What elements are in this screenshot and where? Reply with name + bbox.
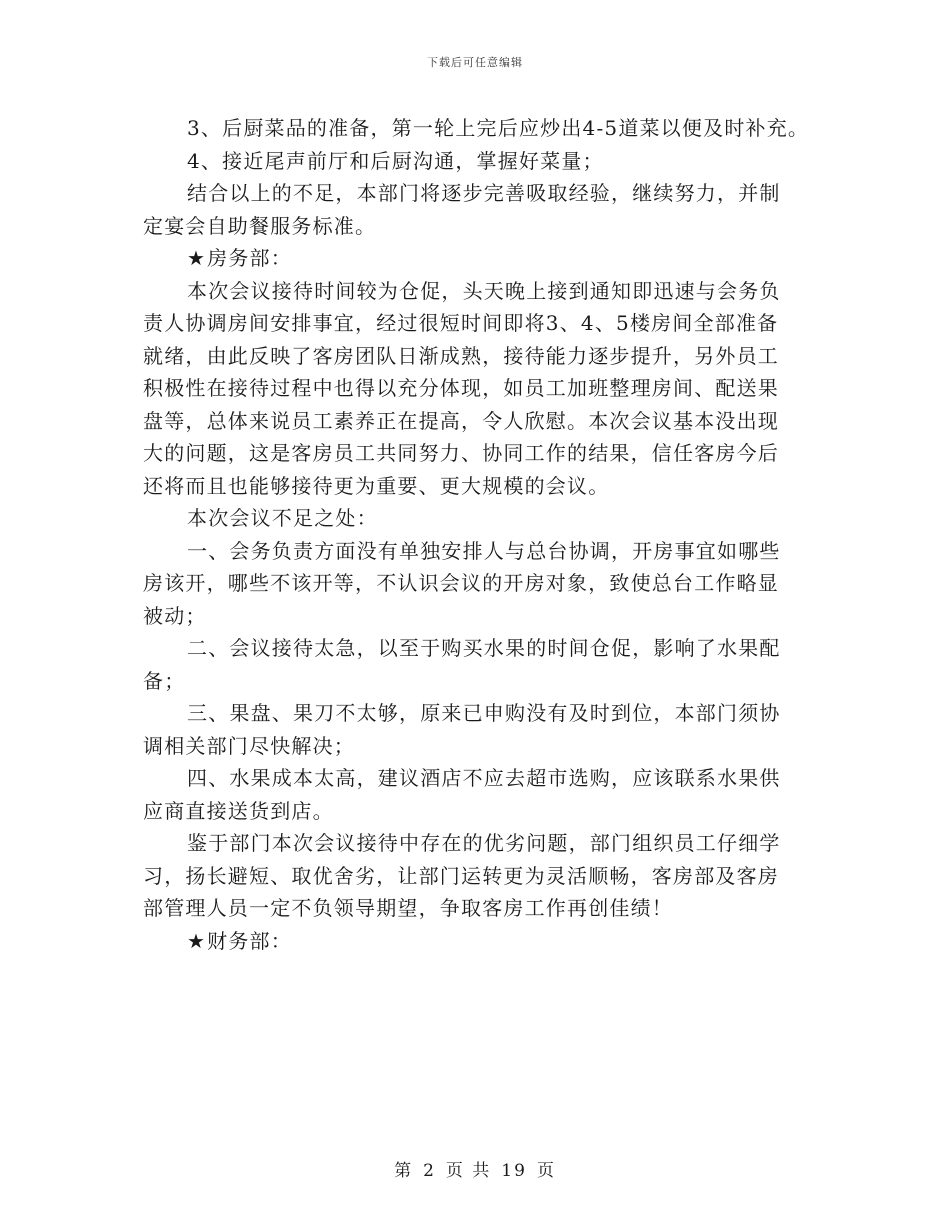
text-line [143, 372, 803, 405]
text-line [143, 795, 803, 828]
text-line [143, 762, 803, 795]
text-line [143, 340, 803, 373]
text-line [143, 925, 803, 958]
text-line-content: 本次会议不足之处： [187, 506, 378, 530]
text-line [143, 730, 803, 763]
text-line [143, 827, 803, 860]
page-label-prefix: 第 [394, 1161, 414, 1181]
document-body [143, 112, 810, 957]
text-line [143, 567, 803, 600]
text-line-content: 盘等，总体来说员工素养正在提高，令人欣慰。本次会议基本没出现 [143, 408, 779, 433]
text-line-content: 定宴会自助餐服务标准。 [143, 213, 377, 238]
text-line-content: 三、果盘、果刀不太够，原来已申购没有及时到位，本部门须协 [187, 701, 781, 725]
text-line [143, 437, 803, 470]
text-line-content: 本次会议接待时间较为仓促，头天晚上接到通知即迅速与会务负 [187, 278, 781, 303]
text-line [143, 665, 803, 698]
text-line-content: 房该开，哪些不该开等，不认识会议的开房对象，致使总台工作略显 [143, 571, 779, 595]
text-line-content: 部管理人员一定不负领导期望，争取客房工作再创佳绩！ [143, 896, 673, 920]
star-icon: ★ [187, 928, 207, 953]
page-total: 19 [501, 1161, 527, 1181]
page-current: 2 [423, 1161, 436, 1181]
text-line-content: 一、会务负责方面没有单独安排人与总台协调，开房事宜如哪些 [187, 538, 781, 563]
text-line-content: 责人协调房间安排事宜，经过很短时间即将3、4、5楼房间全部准备 [143, 311, 779, 335]
page-footer [0, 1156, 950, 1181]
text-line [143, 112, 810, 145]
page-label-mid: 页 共 [445, 1161, 492, 1181]
text-line-content: 四、水果成本太高，建议酒店不应去超市选购，应该联系水果供 [187, 766, 781, 790]
text-line-content: 调相关部门尽快解决； [143, 733, 355, 758]
text-line [143, 405, 803, 438]
text-line-content: 大的问题，这是客房员工共同努力、协同工作的结果，信任客房今后 [143, 441, 779, 465]
text-line-content: 3、后厨菜品的准备，第一轮上完后应炒出4-5道菜以便及时补充。 [187, 116, 810, 140]
header-note: 下载后可任意编辑 [427, 56, 523, 69]
text-line-content: 被动； [143, 603, 207, 628]
text-line-content: 积极性在接待过程中也得以充分体现，如员工加班整理房间、配送果 [143, 376, 779, 400]
text-line [143, 275, 803, 308]
text-line-content: 应商直接送货到店。 [143, 798, 334, 823]
text-line [143, 307, 803, 340]
text-line-content: 房务部： [207, 246, 292, 270]
text-line [143, 470, 803, 503]
text-line [143, 145, 803, 178]
text-line-content: 鉴于部门本次会议接待中存在的优劣问题，部门组织员工仔细学 [187, 831, 781, 855]
text-line [143, 535, 803, 568]
text-line-content: 二、会议接待太急，以至于购买水果的时间仓促，影响了水果配 [187, 636, 781, 660]
text-line [143, 892, 803, 925]
text-line-content: 习，扬长避短、取优舍劣，让部门运转更为灵活顺畅，客房部及客房 [143, 863, 779, 888]
text-line [143, 600, 803, 633]
text-line-content: 还将而且也能够接待更为重要、更大规模的会议。 [143, 473, 610, 498]
text-line [143, 242, 803, 275]
text-line [143, 697, 803, 730]
text-line-content: 备； [143, 668, 186, 693]
text-line [143, 502, 803, 535]
text-line-content: 4、接近尾声前厅和后厨沟通，掌握好菜量； [187, 148, 604, 173]
text-line [143, 860, 803, 893]
text-line [143, 632, 803, 665]
text-line [143, 177, 803, 210]
page-label-suffix: 页 [536, 1161, 556, 1181]
text-line [143, 210, 803, 243]
text-line-content: 财务部： [207, 928, 292, 953]
text-line-content: 就绪，由此反映了客房团队日渐成熟，接待能力逐步提升，另外员工 [143, 343, 779, 368]
text-line-content: 结合以上的不足，本部门将逐步完善吸取经验，继续努力，并制 [187, 181, 781, 205]
star-icon: ★ [187, 246, 207, 270]
